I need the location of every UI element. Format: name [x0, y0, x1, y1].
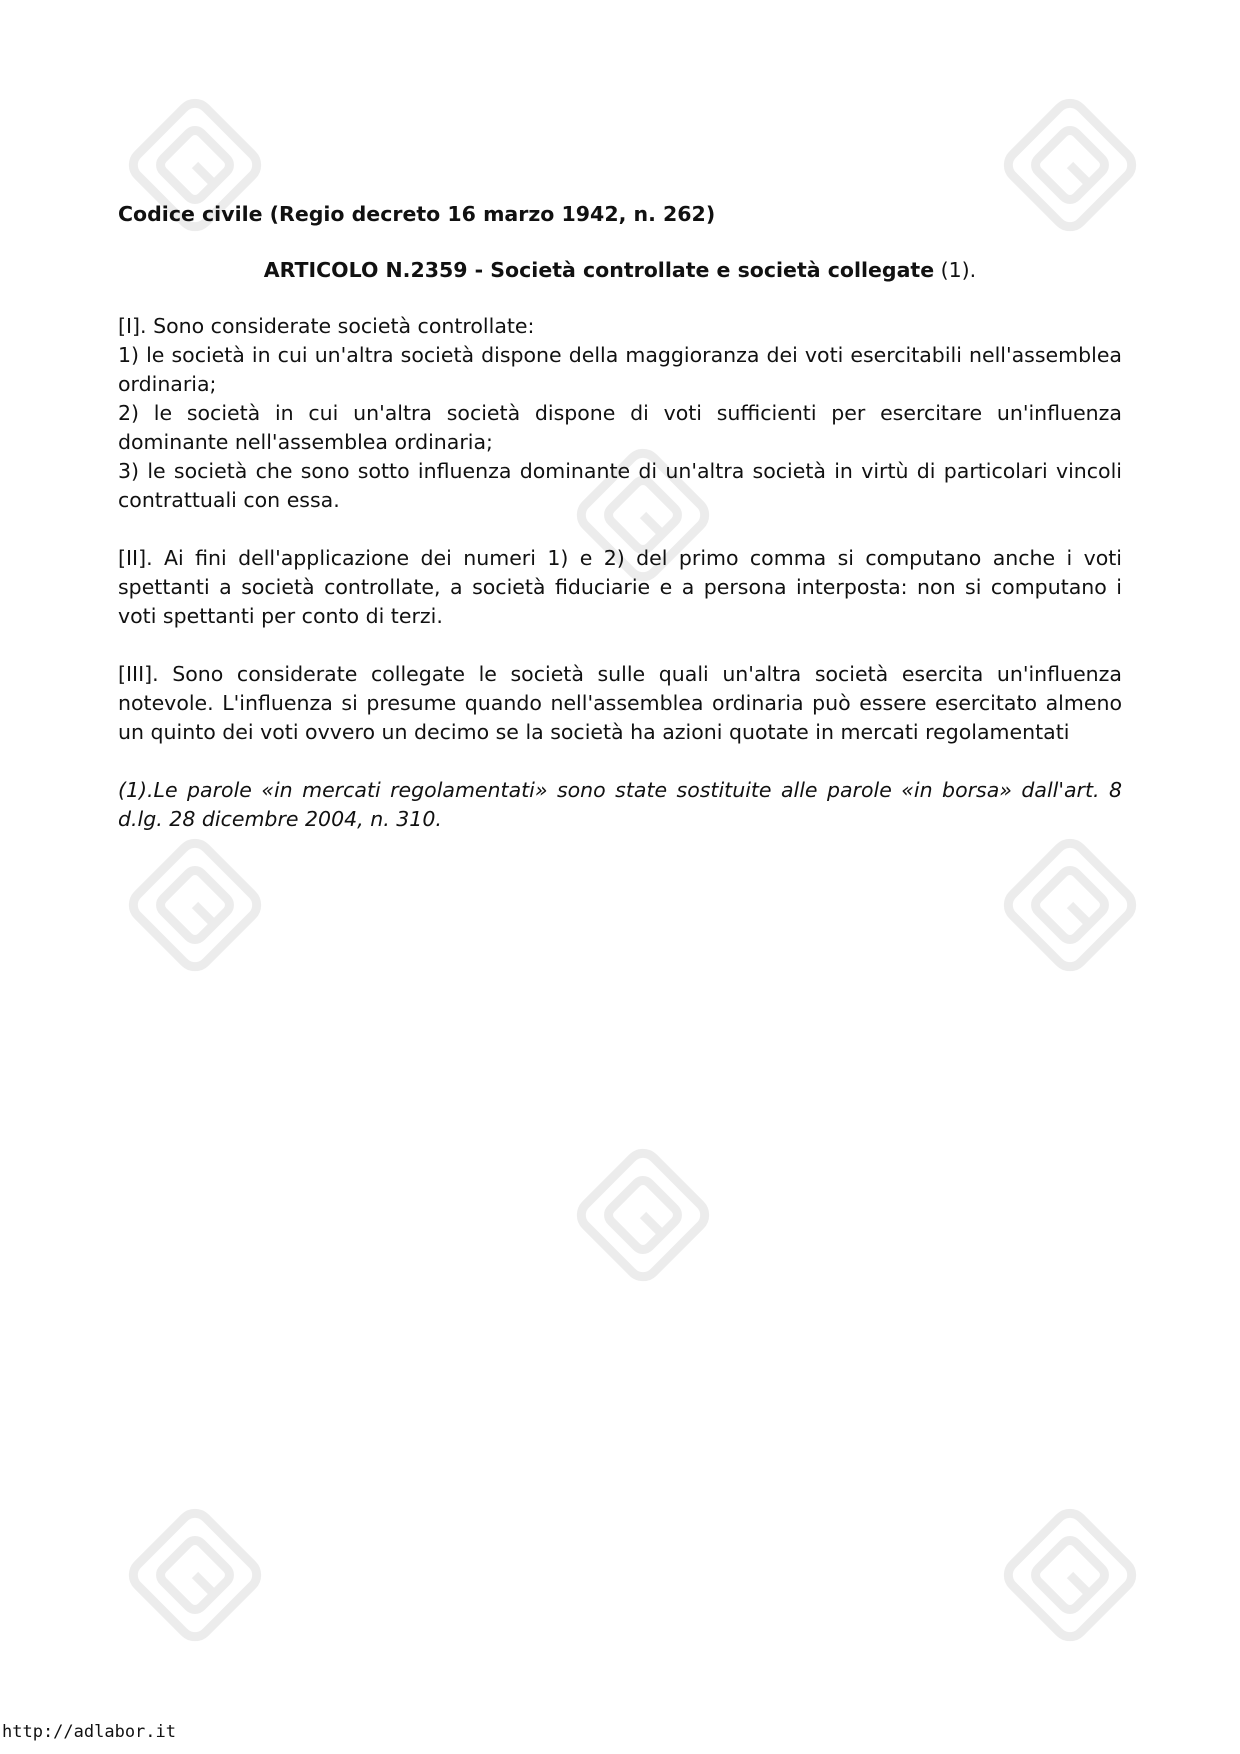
footnote: (1).Le parole «in mercati regolamentati» sono state sostituite alle parole «in borsa» dall'art. 8 d.lg. 28 dicembre 2004, n. 310. — [118, 778, 1122, 831]
watermark-logo-icon — [995, 830, 1145, 980]
watermark-logo-icon — [120, 1500, 270, 1650]
document-body — [118, 200, 1122, 834]
paragraph-1-item: 2) le società in cui un'altra società dispone di voti sufficienti per esercitare un'influenza dominante nell'assemblea ordinaria; — [118, 401, 1122, 454]
document-title: Codice civile (Regio decreto 16 marzo 1942, n. 262) — [118, 202, 716, 226]
watermark-logo-icon — [120, 830, 270, 980]
paragraph-1 — [118, 312, 1122, 515]
watermark-logo-icon — [568, 1140, 718, 1290]
paragraph-1-item: 3) le società che sono sotto influenza dominante di un'altra società in virtù di particolari vincoli contrattuali con essa. — [118, 459, 1122, 512]
footer-url[interactable]: http://adlabor.it — [2, 1722, 176, 1742]
paragraph-3: [III]. Sono considerate collegate le società sulle quali un'altra società esercita un'influenza notevole. L'influenza si presume quando nell'assemblea ordinaria può essere esercitato almeno un quinto dei voti ovvero un decimo se la società ha azioni quotate in mercati regolamentati — [118, 662, 1122, 744]
article-heading-text: ARTICOLO N.2359 - Società controllate e società collegate — [263, 258, 935, 282]
paragraph-2: [II]. Ai fini dell'applicazione dei numeri 1) e 2) del primo comma si computano anche i voti spettanti a società controllate, a società fiduciarie e a persona interposta: non si computano i voti spettanti per conto di terzi. — [118, 546, 1122, 628]
watermark-logo-icon — [995, 1500, 1145, 1650]
paragraph-1-item: 1) le società in cui un'altra società dispone della maggioranza dei voti esercitabili nell'assemblea ordinaria; — [118, 343, 1122, 396]
paragraph-1-intro: [I]. Sono considerate società controllate: — [118, 314, 535, 338]
article-note-ref: (1). — [934, 258, 977, 282]
article-heading — [118, 256, 1122, 285]
